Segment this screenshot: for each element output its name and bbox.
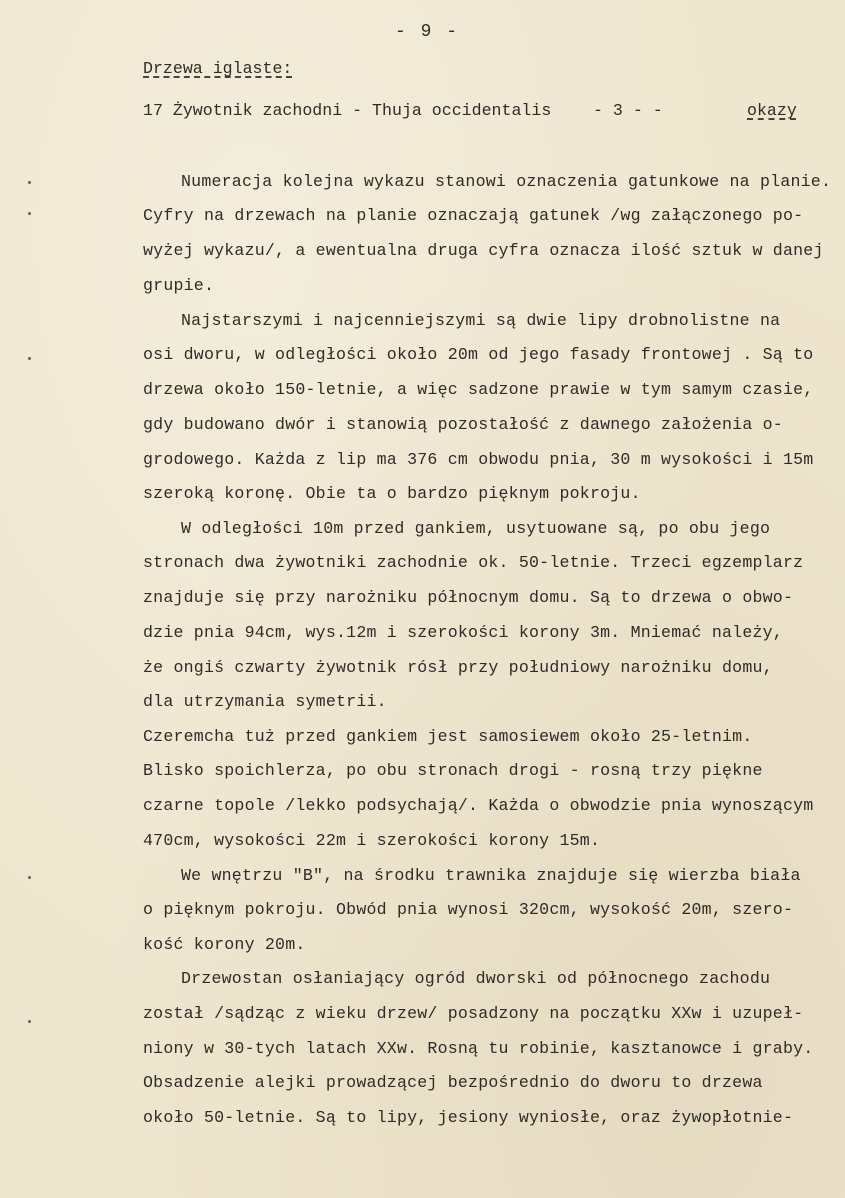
text-line: drzewa około 150-letnie, a więc sadzone prawie w tym samym czasie,	[143, 380, 814, 399]
page-number: - 9 -	[395, 22, 460, 42]
punch-hole-mark	[28, 181, 31, 184]
text-line: grupie.	[143, 276, 215, 295]
text-line: niony w 30-tych latach XXw. Rosną tu robinie, kasztanowce i graby.	[143, 1039, 814, 1058]
text-line: Najstarszymi i najcenniejszymi są dwie lipy drobnolistne na	[181, 311, 781, 330]
text-line: został /sądząc z wieku drzew/ posadzony na początku XXw i uzupeł-	[143, 1004, 804, 1023]
text-line: 470cm, wysokości 22m i szerokości korony 15m.	[143, 831, 601, 850]
section-heading: Drzewa iglaste:	[143, 59, 293, 78]
text-line: Cyfry na drzewach na planie oznaczają gatunek /wg załączonego po-	[143, 206, 804, 225]
text-line: Blisko spoichlerza, po obu stronach drogi - rosną trzy piękne	[143, 761, 763, 780]
text-line: We wnętrzu "B", na środku trawnika znajduje się wierzba biała	[181, 866, 801, 885]
text-line: W odległości 10m przed gankiem, usytuowane są, po obu jego	[181, 519, 771, 538]
text-line: czarne topole /lekko podsychają/. Każda o obwodzie pnia wynoszącym	[143, 796, 814, 815]
text-line: grodowego. Każda z lip ma 376 cm obwodu pnia, 30 m wysokości i 15m	[143, 450, 814, 469]
text-line: Czeremcha tuż przed gankiem jest samosiewem około 25-letnim.	[143, 727, 753, 746]
species-name: 17 Żywotnik zachodni - Thuja occidentalis	[143, 101, 552, 120]
text-line: że ongiś czwarty żywotnik rósł przy południowy narożniku domu,	[143, 658, 773, 677]
species-entry	[143, 101, 813, 123]
text-line: znajduje się przy narożniku północnym domu. Są to drzewa o obwo-	[143, 588, 794, 607]
punch-hole-mark	[28, 357, 31, 360]
species-count: - 3 - -	[593, 101, 663, 120]
text-line: Obsadzenie alejki prowadzącej bezpośrednio do dworu to drzewa	[143, 1073, 763, 1092]
text-line: Drzewostan osłaniający ogród dworski od północnego zachodu	[181, 969, 771, 988]
punch-hole-mark	[28, 1020, 31, 1023]
text-line: osi dworu, w odległości około 20m od jego fasady frontowej . Są to	[143, 345, 814, 364]
text-line: gdy budowano dwór i stanowią pozostałość z dawnego założenia o-	[143, 415, 783, 434]
text-line: szeroką koronę. Obie ta o bardzo pięknym pokroju.	[143, 484, 641, 503]
text-line: kość korony 20m.	[143, 935, 306, 954]
species-unit: okazy	[747, 101, 797, 120]
text-line: dla utrzymania symetrii.	[143, 692, 387, 711]
text-line: o pięknym pokroju. Obwód pnia wynosi 320cm, wysokość 20m, szero-	[143, 900, 794, 919]
text-line: dzie pnia 94cm, wys.12m i szerokości korony 3m. Mniemać należy,	[143, 623, 783, 642]
punch-hole-mark	[28, 876, 31, 879]
punch-hole-mark	[28, 212, 31, 215]
text-line: stronach dwa żywotniki zachodnie ok. 50-letnie. Trzeci egzemplarz	[143, 553, 804, 572]
text-line: Numeracja kolejna wykazu stanowi oznaczenia gatunkowe na planie.	[181, 172, 832, 191]
text-line: wyżej wykazu/, a ewentualna druga cyfra oznacza ilość sztuk w danej	[143, 241, 824, 260]
text-line: około 50-letnie. Są to lipy, jesiony wyniosłe, oraz żywopłotnie-	[143, 1108, 794, 1127]
